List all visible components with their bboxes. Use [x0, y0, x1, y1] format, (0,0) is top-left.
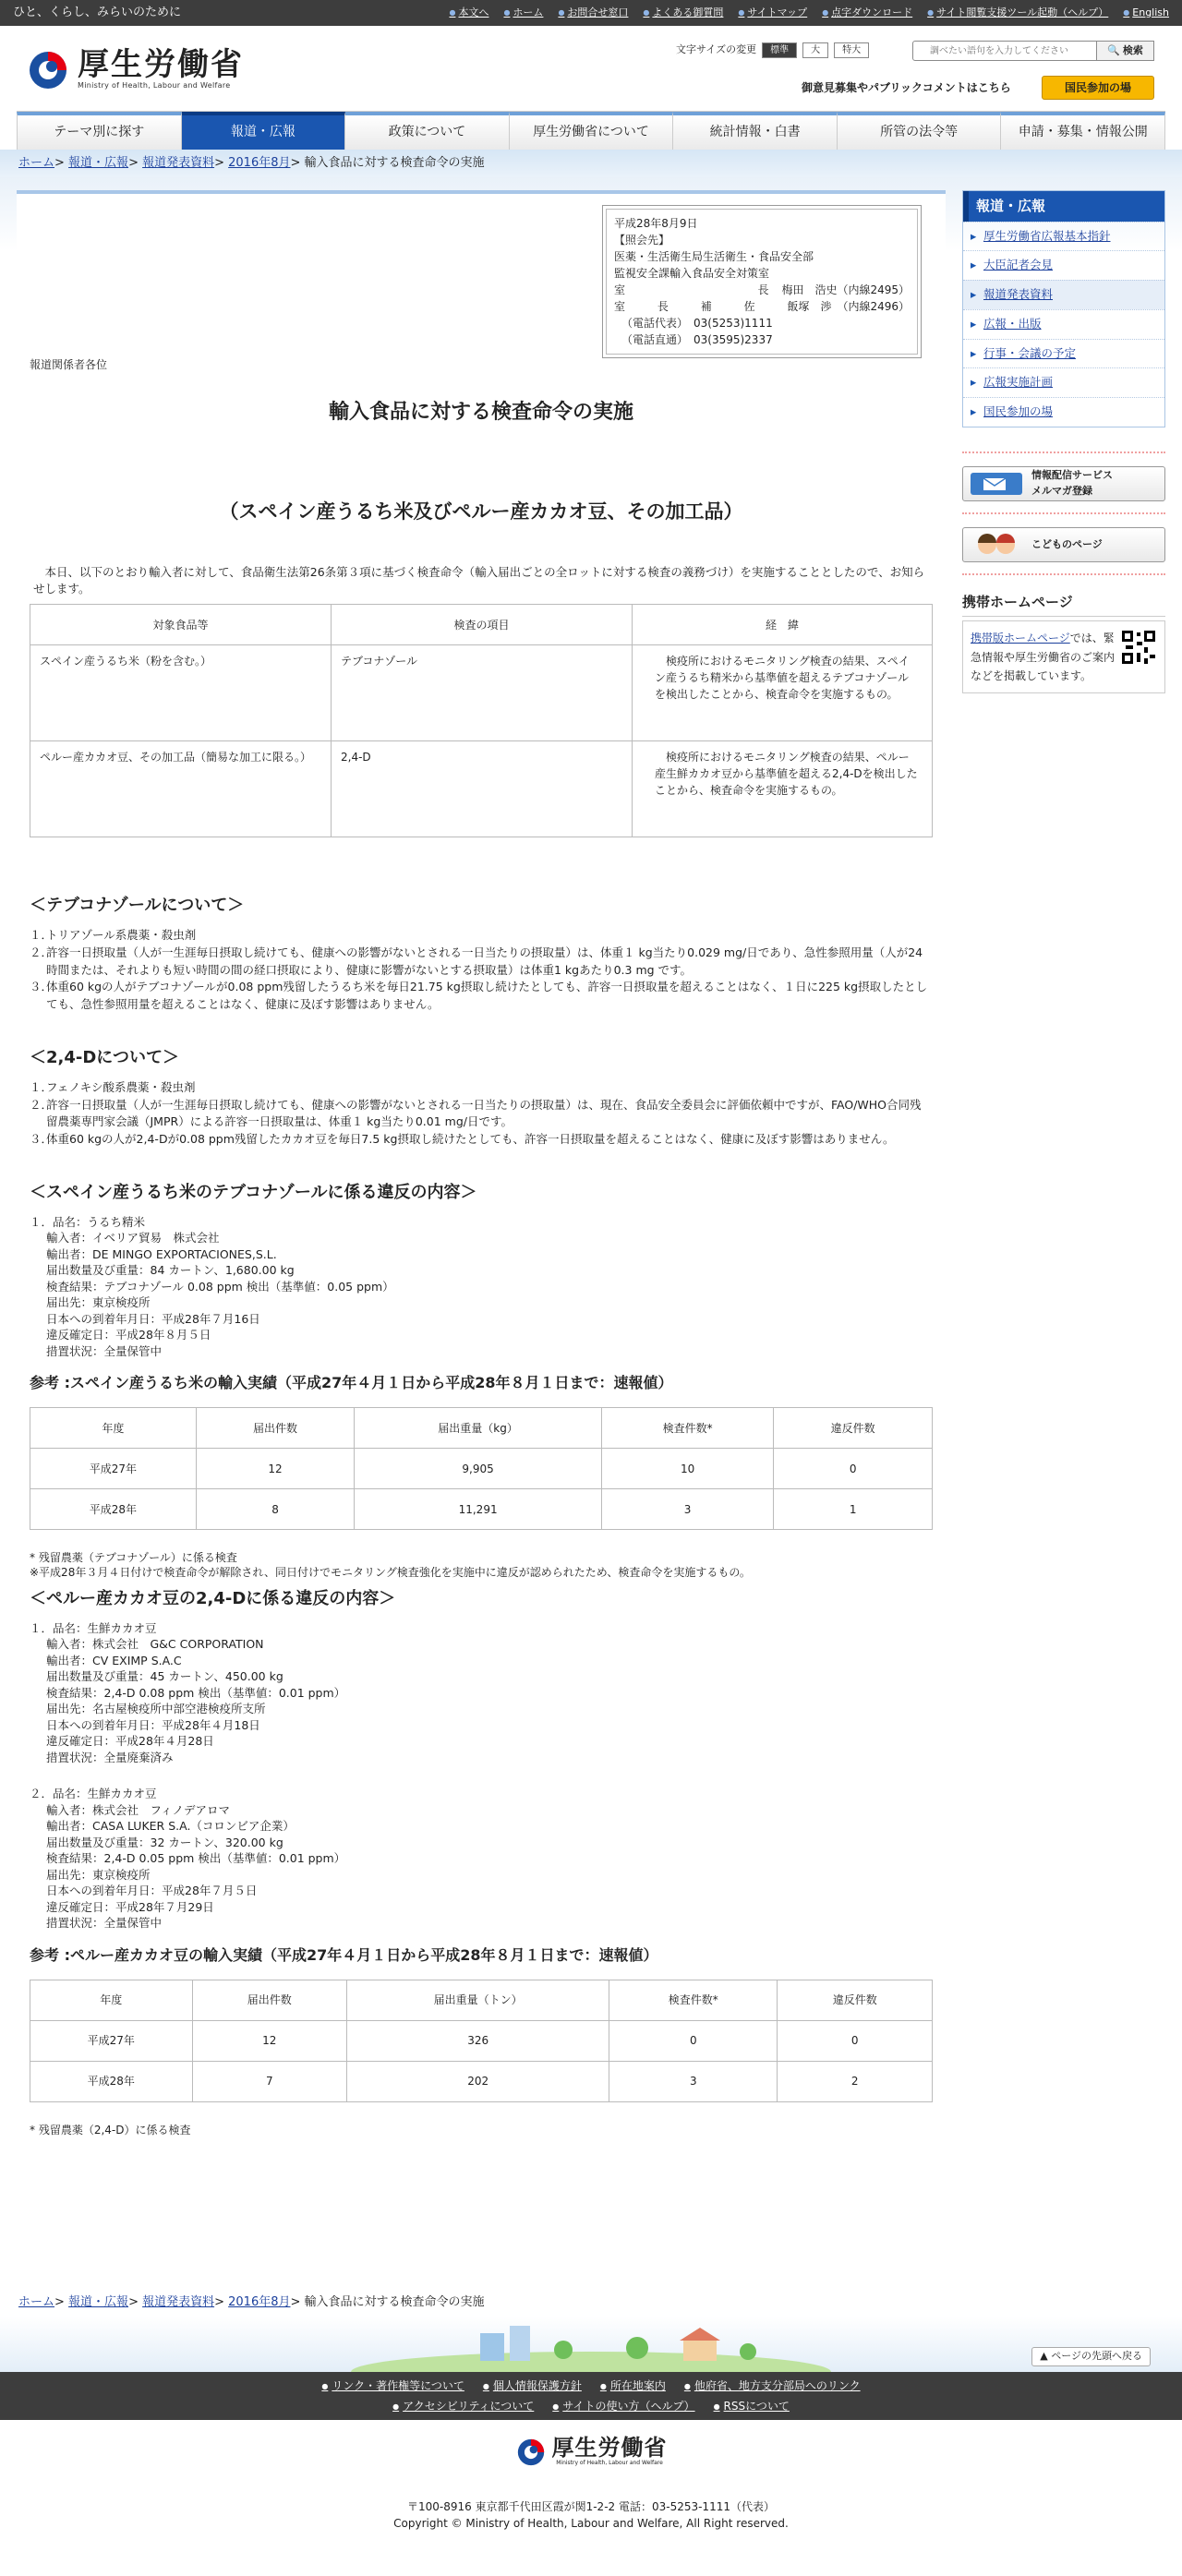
footer-links — [0, 2372, 1182, 2420]
sidebar-item-press-releases[interactable]: ▸ 報道発表資料 — [963, 280, 1164, 309]
util-link-contact[interactable]: ● お問合せ窓口 — [558, 6, 628, 21]
site-header — [0, 26, 1182, 111]
logo-en: Ministry of Health, Labour and Welfare — [78, 81, 231, 90]
table-row: 平成27年 12 9,905 10 0 — [30, 1449, 933, 1489]
footer-link-accessibility[interactable]: ● アクセシビリティについて — [392, 2398, 534, 2414]
sidebar-item-participation[interactable]: ▸ 国民参加の場 — [963, 397, 1164, 427]
qr-code-icon — [1120, 629, 1157, 666]
footer-link-help[interactable]: ● サイトの使い方（ヘルプ） — [552, 2398, 694, 2414]
section-heading-24d: ＜2,4-Dについて＞ — [30, 1047, 179, 1067]
utility-bar — [0, 0, 1182, 26]
back-to-top-button[interactable]: ▲ ページの先頭へ戻る — [1031, 2347, 1151, 2366]
contact-dept-1: 医薬・生活衛生局生活衛生・食品安全部 — [614, 250, 814, 263]
font-size-large[interactable]: 大 — [802, 42, 828, 58]
contact-row-1: 室 長 梅田 浩史（内線2495） — [614, 283, 910, 296]
breadcrumb-bottom: ホーム> 報道・広報> 報道発表資料> 2016年8月> 輸入食品に対する検査命令の実施 — [18, 2295, 485, 2310]
rice-import-table — [30, 1407, 933, 1530]
search-input[interactable] — [912, 41, 1097, 61]
footer-link-location[interactable]: ● 所在地案内 — [600, 2377, 666, 2394]
addressee: 報道関係者各位 — [30, 358, 108, 371]
contact-label: 【照会先】 — [614, 234, 670, 247]
page-subtitle: （スペイン産うるち米及びペルー産カカオ豆、その加工品） — [219, 500, 743, 523]
gnav-press[interactable]: 報道・広報 — [182, 112, 346, 150]
table-cell: ペルー産カカオ豆、その加工品（簡易な加工に限る。） — [30, 741, 332, 837]
mail-icon — [969, 471, 1024, 497]
table-row — [30, 645, 933, 741]
gnav-laws[interactable]: 所管の法令等 — [838, 112, 1002, 150]
footer-copyright: Copyright © Ministry of Health, Labour and Welfare, All Right reserved. — [393, 2516, 789, 2530]
footer-link-privacy[interactable]: ● 個人情報保護方針 — [483, 2377, 582, 2394]
ministry-logo-icon — [515, 2437, 547, 2468]
breadcrumb-month[interactable]: 2016年8月 — [228, 2295, 291, 2310]
tebuconazole-list — [30, 927, 933, 1014]
util-link-braille[interactable]: ● 点字ダウンロード — [822, 6, 912, 21]
table-header: 届出件数 — [196, 1408, 355, 1449]
24d-list — [30, 1079, 933, 1149]
footer-logo: 厚生労働省 Ministry of Health, Labour and Welfare — [515, 2437, 668, 2468]
font-size-switcher — [676, 42, 869, 58]
contact-row-2: 室 長 補 佐 飯塚 渉 （内線2496） — [614, 300, 910, 313]
logo-name: 厚生労働省 — [78, 46, 244, 83]
table-cell: 検疫所におけるモニタリング検査の結果、ペルー産生鮮カカオ豆から基準値を超える2,4-Dを検出したことから、検査命令を実施するもの。 — [633, 741, 933, 837]
site-search — [912, 41, 1154, 61]
cacao-import-table — [30, 1980, 933, 2102]
rice-violation-details: １．品名：うるち精米 輸入者：イベリア貿易 株式会社 輸出者：DE MINGO EXPORTACIONES,S.L. 届出数量及び重量：84 カートン、1,680.00 kg 検査結果：テブコナゾール 0.08 ppm 検出（基準値：0.05 ppm） 届出先：東京検疫所 日本への到着年月日：平成28年７月16日 違反確定日：平成28年８月５日 措置状況：全量保管中 — [30, 1214, 394, 1358]
contact-info-box — [602, 205, 922, 358]
sidebar — [962, 190, 1165, 2137]
breadcrumb-press[interactable]: 報道・広報 — [68, 156, 129, 171]
kids-icon — [969, 532, 1024, 558]
townscape-illustration — [0, 2317, 1182, 2372]
cacao-violation-details-1: １．品名：生鮮カカオ豆 輸入者：株式会社 G&C CORPORATION 輸出者：CV EXIMP S.A.C 届出数量及び重量：45 カートン、450.00 kg 検査結果：2,4-D 0.08 ppm 検出（基準値：0.01 ppm） 届出先：名古屋検疫所中部空港検疫所支所 日本への到着年月日：平成28年４月18日 違反確定日：平成28年４月28日 措置状況：全量廃棄済み — [30, 1620, 346, 1764]
search-icon: 🔍 — [1107, 43, 1120, 56]
table-header: 届出件数 — [192, 1980, 347, 2020]
gnav-applications[interactable]: 申請・募集・情報公開 — [1001, 112, 1165, 150]
section-heading-tebuconazole: ＜テブコナゾールについて＞ — [30, 896, 245, 915]
table-cell: スペイン産うるち米（粉を含む。） — [30, 645, 332, 741]
search-button-label: 検索 — [1122, 43, 1143, 56]
breadcrumb-press[interactable]: 報道・広報 — [68, 2295, 129, 2310]
release-date: 平成28年8月9日 — [614, 217, 698, 230]
table-header: 対象食品等 — [30, 605, 332, 645]
sidebar-item-pr-plan[interactable]: ▸ 広報実施計画 — [963, 367, 1164, 397]
cacao-notes: * 残留農薬（2,4-D）に係る検査 — [30, 2123, 191, 2137]
table-header: 検査の項目 — [332, 605, 633, 645]
sidebar-item-pr-policy[interactable]: ▸ 厚生労働省広報基本指針 — [963, 222, 1164, 251]
gnav-policy[interactable]: 政策について — [345, 112, 510, 150]
ministry-logo-icon — [26, 48, 70, 92]
contact-tel-direct: （電話直通） 03(3595)2337 — [621, 333, 773, 346]
global-nav — [17, 111, 1165, 150]
font-size-xlarge[interactable]: 特大 — [834, 42, 869, 58]
table-header: 違反件数 — [774, 1408, 933, 1449]
font-size-label: 文字サイズの変更 — [676, 43, 757, 56]
util-link-english[interactable]: ● English — [1123, 6, 1169, 21]
arrow-up-icon: ▲ — [1040, 2350, 1048, 2363]
kids-page-banner[interactable]: こどものページ — [962, 527, 1165, 562]
main-content — [17, 190, 946, 2137]
utility-links — [449, 6, 1169, 21]
lead-paragraph: 本日、以下のとおり輸入者に対して、食品衛生法第26条第３項に基づく検査命令（輸入届出ごとの全ロットに対する検査の義務づけ）を実施することとしたので、お知らせします。 — [33, 564, 925, 596]
table-header: 経 緯 — [633, 605, 933, 645]
table-row: 平成27年 12 326 0 0 — [30, 2020, 933, 2061]
footer-link-rss[interactable]: ● RSSについて — [714, 2398, 790, 2414]
gnav-theme[interactable]: テーマ別に探す — [17, 112, 182, 150]
breadcrumb-month[interactable]: 2016年8月 — [228, 156, 291, 171]
table-cell: 2,4-D — [332, 741, 633, 837]
slogan: ひと、くらし、みらいのために — [13, 6, 182, 20]
rice-notes: * 残留農薬（テブコナゾール）に係る検査 ※平成28年３月４日付けで検査命令が解除され、同日付けでモニタリング検査強化を実施中に違反が認められたため、検査命令を実施するもの。 — [30, 1551, 751, 1580]
util-link-skip[interactable]: ● 本文へ — [449, 6, 488, 21]
util-link-faq[interactable]: ● よくある御質問 — [643, 6, 723, 21]
breadcrumb-current: 輸入食品に対する検査命令の実施 — [304, 156, 485, 171]
util-link-sitemap[interactable]: ● サイトマップ — [738, 6, 807, 21]
table-header: 年度 — [30, 1408, 197, 1449]
footer-townscape — [0, 2317, 1182, 2372]
page-title: 輸入食品に対する検査命令の実施 — [328, 401, 633, 424]
content-wrapper — [0, 177, 1182, 2137]
table-row: 平成28年 8 11,291 3 1 — [30, 1489, 933, 1530]
breadcrumb-releases[interactable]: 報道発表資料 — [142, 2295, 215, 2310]
table-header: 届出重量（トン） — [347, 1980, 609, 2020]
table-header: 年度 — [30, 1980, 193, 2020]
list-item: ２． 許容一日摂取量（人が一生涯毎日摂取し続けても、健康への影響がないとされる一日当たりの摂取量）は、現在、食品安全委員会に評価依頼中ですが、FAO/WHO合同残留農薬専門家会議（JMPR）による許容一日摂取量は、体重１ kg当たり0.01 mg/日です。 — [30, 1097, 922, 1129]
citizen-participation-button[interactable]: 国民参加の場 — [1042, 76, 1154, 100]
table-row: 平成28年 7 202 3 2 — [30, 2061, 933, 2101]
footer-address: 〒100-8916 東京都千代田区霞が関1-2-2 電話：03-5253-1111（代表） — [407, 2499, 775, 2513]
table-cell: テブコナゾール — [332, 645, 633, 741]
cacao-violation-details-2: ２．品名：生鮮カカオ豆 輸入者：株式会社 フィノデアロマ 輸出者：CASA LUKER S.A.（コロンビア企業） 届出数量及び重量：32 カートン、320.00 kg 検査結果：2,4-D 0.05 ppm 検出（基準値：0.01 ppm） 届出先：東京検疫所 日本への到着年月日：平成28年７月５日 違反確定日：平成28年７月29日 措置状況：全量保管中 — [30, 1787, 346, 1931]
util-link-support-tool[interactable]: ● サイト閲覧支援ツール起動（ヘルプ） — [927, 6, 1108, 21]
table-header: 検査件数* — [609, 1980, 778, 2020]
breadcrumb-current: 輸入食品に対する検査命令の実施 — [304, 2295, 485, 2310]
breadcrumb-home[interactable]: ホーム — [18, 156, 55, 171]
rice-import-heading: 参考 :スペイン産うるち米の輸入実績（平成27年４月１日から平成28年８月１日まで：速報値） — [30, 1374, 673, 1392]
table-header: 違反件数 — [778, 1980, 933, 2020]
font-size-normal[interactable]: 標準 — [762, 42, 797, 58]
list-item: ３． 体重60 kgの人がテブコナゾールが0.08 ppm残留したうるち米を毎日21.75 kg摂取し続けたとしても、許容一日摂取量を超えることはなく、１日に225 kg摂取したとしても、急性参照用量を超えることはなく、健康に及ぼす影響はありません。 — [30, 980, 928, 1011]
sidebar-item-publications[interactable]: ▸ 広報・出版 — [963, 309, 1164, 339]
mail-magazine-banner[interactable]: 情報配信サービス メルマガ登録 — [962, 466, 1165, 501]
sidebar-title: 報道・広報 — [963, 191, 1164, 222]
list-item: １． フェノキシ酸系農薬・殺虫剤 — [30, 1079, 196, 1094]
list-item: ３． 体重60 kgの人が2,4-Dが0.08 ppm残留したカカオ豆を毎日7.5 kg摂取し続けたとしても、許容一日摂取量を超えることはなく、健康に及ぼす影響はありません。 — [30, 1132, 895, 1146]
breadcrumb: ホーム> 報道・広報> 報道発表資料> 2016年8月> 輸入食品に対する検査命令の実施 — [0, 150, 1182, 177]
contact-tel-main: （電話代表） 03(5253)1111 — [621, 317, 773, 330]
footer-link-other-ministries[interactable]: ● 他府省、地方支分部局へのリンク — [684, 2377, 861, 2394]
site-logo[interactable] — [26, 48, 244, 92]
util-link-home[interactable]: ● ホーム — [503, 6, 543, 21]
sidebar-item-press-conference[interactable]: ▸ 大臣記者会見 — [963, 250, 1164, 280]
table-row — [30, 741, 933, 837]
section-heading-cacao-violation: ＜ペルー産カカオ豆の2,4-Dに係る違反の内容＞ — [30, 1588, 396, 1608]
opinion-link[interactable]: 御意見募集やパブリックコメントはこちら — [802, 81, 1011, 94]
list-item: １． トリアゾール系農薬・殺虫剤 — [30, 928, 197, 942]
site-footer — [0, 2420, 1182, 2550]
table-header: 届出重量（kg） — [355, 1408, 602, 1449]
mobile-site-heading: 携帯ホームページ — [962, 592, 1165, 618]
section-heading-rice-violation: ＜スペイン産うるち米のテブコナゾールに係る違反の内容＞ — [30, 1182, 477, 1202]
list-item: ２． 許容一日摂取量（人が一生涯毎日摂取し続けても、健康への影響がないとされる一日当たりの摂取量）は、体重１ kg当たり0.029 mg/日であり、急性参照用量（人が24時間または、それよりも短い時間の間の経口摂取により、健康に影響がないとする摂取量）は体重1 kgあたり0.3 mg です。 — [30, 945, 923, 977]
search-button[interactable] — [1097, 41, 1154, 61]
footer-link-copyright[interactable]: ● リンク・著作権等について — [321, 2377, 464, 2394]
sidebar-press-menu — [962, 190, 1165, 427]
breadcrumb-home[interactable]: ホーム — [18, 2295, 55, 2310]
inspection-order-table — [30, 604, 933, 837]
contact-dept-2: 監視安全課輸入食品安全対策室 — [614, 267, 770, 280]
cacao-import-heading: 参考 :ペルー産カカオ豆の輸入実績（平成27年４月１日から平成28年８月１日まで：速報値） — [30, 1945, 658, 1964]
table-cell: 検疫所におけるモニタリング検査の結果、スペイン産うるち精米から基準値を超えるテブコナゾールを検出したことから、検査命令を実施するもの。 — [633, 645, 933, 741]
gnav-about[interactable]: 厚生労働省について — [510, 112, 674, 150]
gnav-statistics[interactable]: 統計情報・白書 — [673, 112, 838, 150]
mobile-site-box: 携帯版ホームページでは、緊急情報や厚生労働省のご案内などを掲載しています。 — [962, 620, 1165, 693]
breadcrumb-releases[interactable]: 報道発表資料 — [142, 156, 215, 171]
mobile-site-link[interactable]: 携帯版ホームページ — [971, 632, 1070, 645]
table-header: 検査件数* — [601, 1408, 774, 1449]
sidebar-item-events[interactable]: ▸ 行事・会議の予定 — [963, 339, 1164, 368]
